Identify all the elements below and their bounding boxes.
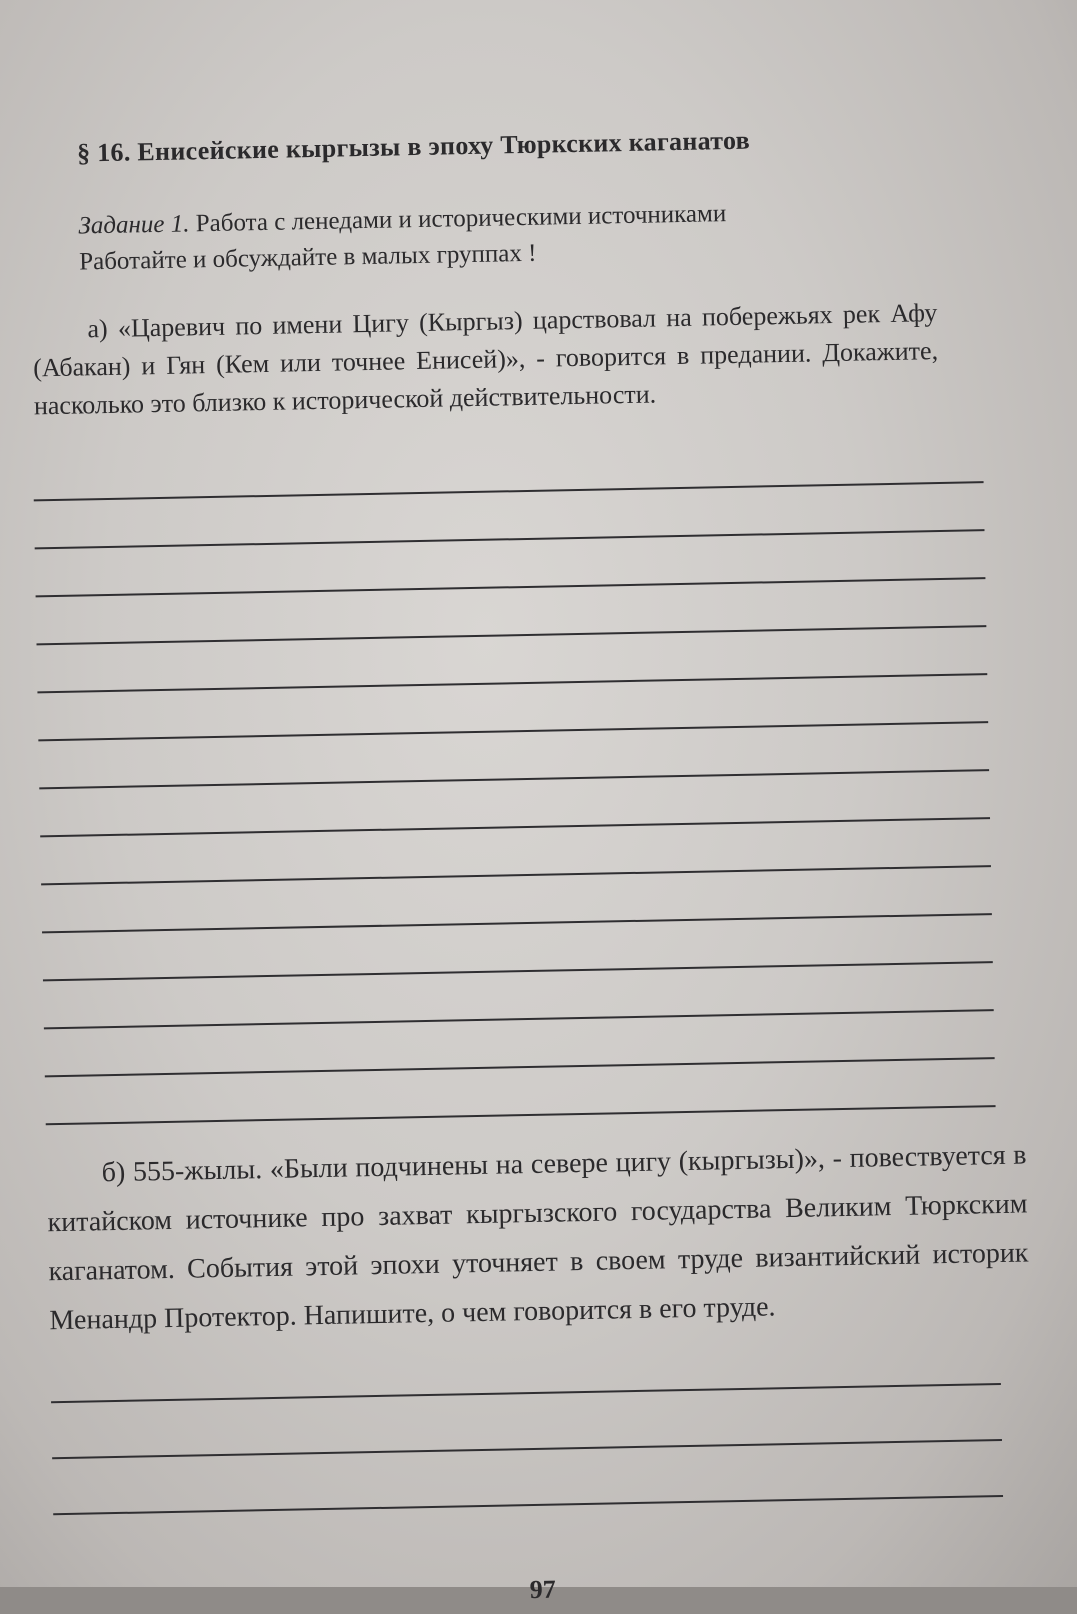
bleed-through-text: ⠀ ⠀ ⠀ ⠀ ⠀	[933, 654, 950, 831]
answer-line[interactable]	[42, 913, 992, 933]
answer-line[interactable]	[51, 1383, 1001, 1403]
answer-line[interactable]	[35, 529, 985, 549]
question-b-text: б) 555-жылы. «Были подчинены на севере цигу (кыргызы)», - повествуется в китайском источнике про захват кыргызского государства Великим Тюркским каганатом. События этой эпохи уточняет в своем труде византийский историк Менандр Протектор. Напишите, о чем говорится в его труде.	[47, 1139, 1029, 1337]
answer-line[interactable]	[44, 1009, 994, 1029]
task-instruction: Работайте и обсуждайте в малых группах !	[78, 239, 537, 276]
question-b	[46, 1130, 1030, 1345]
answer-line[interactable]	[52, 1439, 1002, 1459]
answer-line[interactable]	[46, 1105, 996, 1125]
answer-line[interactable]	[43, 961, 993, 981]
answer-line[interactable]	[36, 625, 986, 645]
answer-line[interactable]	[34, 481, 984, 501]
answer-line[interactable]	[40, 817, 990, 837]
answer-lines-a[interactable]	[34, 481, 984, 499]
task-label: Задание 1.	[78, 210, 190, 240]
section-title: § 16. Енисейские кыргызы в эпоху Тюркских каганатов	[76, 125, 751, 168]
answer-line[interactable]	[37, 673, 987, 693]
answer-lines-b[interactable]	[51, 1383, 1001, 1401]
answer-line[interactable]	[38, 721, 988, 741]
textbook-sheet	[20, 30, 1050, 1609]
page-number: 97	[529, 1574, 557, 1605]
answer-line[interactable]	[36, 577, 986, 597]
question-a	[32, 294, 939, 425]
question-a-text: а) «Царевич по имени Цигу (Кыргыз) царствовал на побережьях рек Афу (Абакан) и Гян (Кем или точнее Енисей)», - говорится в предании. Докажите, насколько это близко к исторической действительности.	[32, 298, 939, 421]
answer-line[interactable]	[39, 769, 989, 789]
task-heading	[78, 192, 939, 280]
task-title: Работа с ленедами и историческими источниками	[195, 200, 727, 238]
answer-line[interactable]	[41, 865, 991, 885]
answer-line[interactable]	[45, 1057, 995, 1077]
answer-line[interactable]	[53, 1495, 1003, 1515]
